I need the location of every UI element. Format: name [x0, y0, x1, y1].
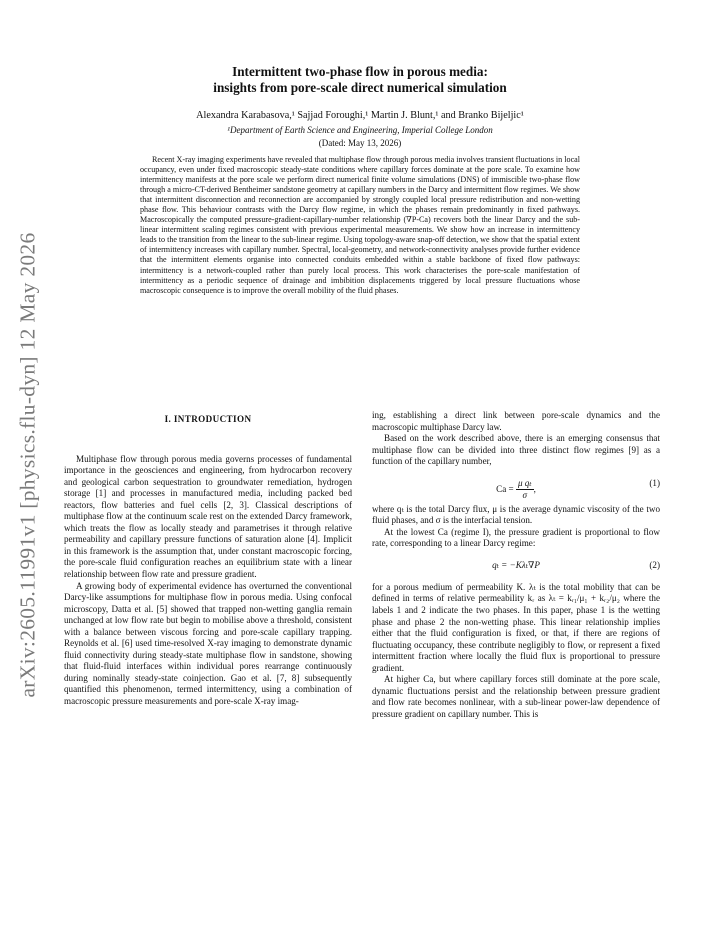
- affiliation: ¹Department of Earth Science and Engineering, Imperial College London: [227, 125, 493, 135]
- title-line-2: insights from pore-scale direct numerical simulation: [213, 79, 507, 95]
- paragraph: where qₜ is the total Darcy flux, μ is the average dynamic viscosity of the two fluid phases, and σ is the interfacial tension.: [372, 503, 660, 526]
- left-column: [64, 410, 352, 708]
- section-heading-introduction: I. INTRODUCTION: [164, 414, 252, 424]
- equation-number: (1): [649, 477, 660, 488]
- arxiv-id: arXiv:2605.11991v1 [physics.flu-dyn] 12 May 2026: [15, 232, 40, 698]
- arxiv-sidebar-stamp: [8, 210, 48, 720]
- eq1-lhs: Ca =: [496, 483, 514, 494]
- eq1-numerator: μ qₜ: [516, 478, 534, 491]
- eq1-fraction: [516, 478, 534, 502]
- author-list: Alexandra Karabasova,¹ Sajjad Foroughi,¹ Martin J. Blunt,¹ and Branko Bijeljic¹: [196, 110, 524, 121]
- eq1-denominator: σ: [522, 490, 527, 501]
- eq2-body: qₜ = −Kλₜ∇P: [492, 559, 540, 570]
- paper-title: [120, 64, 600, 95]
- right-column: [372, 410, 660, 720]
- paragraph: Based on the work described above, there is an emerging consensus that multiphase flow can be divided into three distinct flow regimes [9] as a function of the capillary number,: [372, 433, 660, 467]
- abstract: Recent X-ray imaging experiments have revealed that multiphase flow through porous media involves transient fluctuations in local occupancy, even under fixed macroscopic steady-state conditions where capillary forces dominate at the pore scale. To examine how intermittency manifests at the pore scale we perform direct numerical finite volume simulations (DNS) of immiscible two-phase flow through a micro-CT-derived Bentheimer sandstone geometry at capillary numbers in the Darcy and intermittent flow regimes. We show that intermittent disconnection and reconnection are accompanied by strongly coupled local pressure redistribution and non-wetting phase flow. This behaviour contrasts with the Darcy flow regime, in which the phases remain predominantly in fixed pathways. Macroscopically the computed pressure-gradient-capillary-number relationship (∇P-Ca) recovers both the linear Darcy and the sub-linear intermittent scaling regimes consistent with previous experimental measurements. We show how an increase in intermittency leads to the transition from the linear to the sub-linear regime. Using topology-aware snap-off detection, we show that the spatial extent of intermittency increases with capillary number. Spectral, local-geometry, and network-connectivity analyses provide further evidence that the intermittent elements organise into connected conduits embedded within a stable backbone of fixed flow pathways: intermittency is a network-coupled rather than purely local process. This work characterises the pore-scale manifestation of intermittency as a periodic sequence of drainage and imbibition displacements triggered by local pressure fluctuations whose macroscopic consequence is to improve the overall mobility of the fluid phases.: [140, 155, 580, 295]
- paragraph: Multiphase flow through porous media governs processes of fundamental importance in the geosciences and engineering, from hydrocarbon recovery and geological carbon sequestration to groundwater remediation, hydrogen storage [1] and processes in manufactured media, including packed bed reactors, flow batteries and fuel cells [2, 3]. Classical descriptions of multiphase flow at the continuum scale rest on the extended Darcy framework, which treats the flow as locally steady and parametrises it through relative permeability and capillary pressure functions of saturation alone [4]. Implicit in this framework is the assumption that, under constant macroscopic forcing, the pore-scale fluid configuration reaches an equilibrium state with a linear relationship between flow rate and pressure gradient.: [64, 453, 352, 580]
- equation-number: (2): [649, 559, 660, 570]
- equation-2: [372, 554, 660, 576]
- paragraph: At the lowest Ca (regime I), the pressure gradient is proportional to flow rate, corresponding to a linear Darcy regime:: [372, 526, 660, 549]
- date-line: (Dated: May 13, 2026): [318, 138, 402, 148]
- paragraph: ing, establishing a direct link between pore-scale dynamics and the macroscopic multiphase Darcy law.: [372, 410, 660, 432]
- paragraph: At higher Ca, but where capillary forces still dominate at the pore scale, dynamic fluctuations persist and the relationship between pressure gradient and flow rate becomes nonlinear, with a sub-linear power-law dependence of pressure gradient on capillary number. This is: [372, 674, 660, 719]
- paragraph: for a porous medium of permeability K. λₜ is the total mobility that can be defined in terms of relative permeability kᵣ as λₜ = kᵣ₁/μ₁ + kᵣ₂/μ₂ where the labels 1 and 2 indicate the two phases. In this paper, phase 1 is the wetting phase and phase 2 the non-wetting phase. This linear relationship implies either that the fluid configuration is fixed, or that, if there are regions of fluctuating occupancy, these contribute negligibly to flow, or represent a fixed intermittent fraction where locally the fluid flux is proportional to pressure gradient.: [372, 581, 660, 673]
- title-line-1: Intermittent two-phase flow in porous media:: [232, 64, 488, 79]
- eq1-tail: ,: [533, 483, 536, 494]
- equation-1: [372, 472, 660, 501]
- paragraph: A growing body of experimental evidence has overturned the conventional Darcy-like assumptions for multiphase flow in porous media. Using confocal microscopy, Datta et al. [5] showed that trapped non-wetting ganglia remain unchanged at low flow rate but begin to mobilise above a threshold, consistent with a balance between viscous forcing and pore-scale capillary trapping. Reynolds et al. [6] used time-resolved X-ray imaging to demonstrate dynamic fluid connectivity during steady-state multiphase flow in sandstone, showing that fluid-fluid interfaces within individual pores rearrange continuously during nominally steady-state coinjection. Gao et al. [7, 8] subsequently quantified this phenomenon, termed intermittency, using a combination of macroscopic pressure measurements and pore-scale X-ray imag-: [64, 580, 352, 707]
